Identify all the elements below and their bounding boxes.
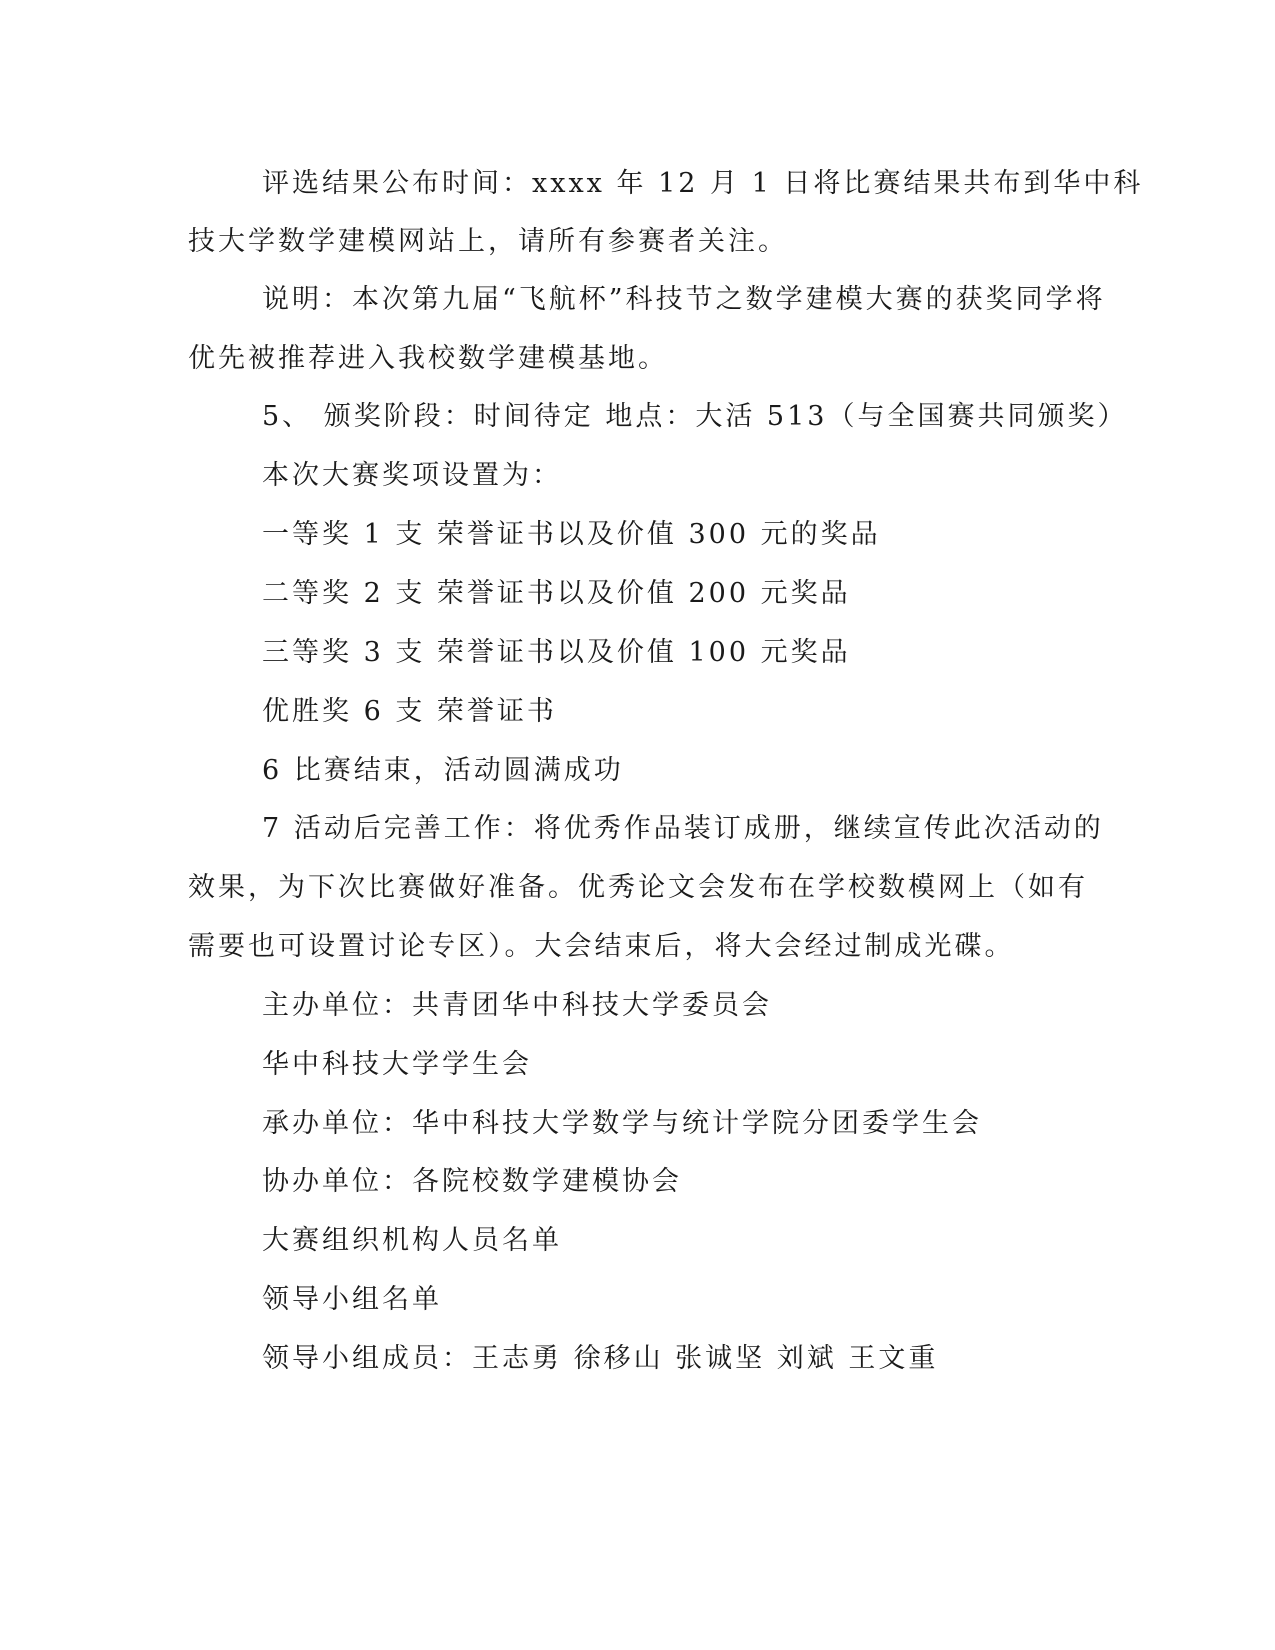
organization-list-heading: 大赛组织机构人员名单 [262,1225,562,1256]
note-line-2: 优先被推荐进入我校数学建模基地。 [188,343,668,374]
second-prize-line: 二等奖 2 支 荣誉证书以及价值 200 元奖品 [262,578,851,609]
competition-end-line: 6 比赛结束，活动圆满成功 [262,755,624,786]
leadership-group-heading: 领导小组名单 [262,1284,442,1315]
third-prize-line: 三等奖 3 支 荣誉证书以及价值 100 元奖品 [262,637,851,668]
post-activity-line-2: 效果，为下次比赛做好准备。优秀论文会发布在学校数模网上（如有 [188,872,1088,903]
first-prize-line: 一等奖 1 支 荣誉证书以及价值 300 元的奖品 [262,519,881,550]
student-union-line: 华中科技大学学生会 [262,1049,532,1080]
post-activity-line-3: 需要也可设置讨论专区）。大会结束后，将大会经过制成光碟。 [188,931,1015,962]
results-announcement-line-2: 技大学数学建模网站上，请所有参赛者关注。 [188,226,788,257]
merit-prize-line: 优胜奖 6 支 荣誉证书 [262,696,557,727]
undertaking-organizer-line: 承办单位：华中科技大学数学与统计学院分团委学生会 [262,1108,982,1139]
post-activity-line-1: 7 活动后完善工作：将优秀作品装订成册，继续宣传此次活动的 [262,813,1104,844]
leadership-members-line: 领导小组成员：王志勇 徐移山 张诚坚 刘斌 王文重 [262,1343,939,1374]
results-announcement-line-1: 评选结果公布时间：xxxx 年 12 月 1 日将比赛结果共布到华中科 [262,168,1144,199]
note-line-1: 说明：本次第九届“飞航杯”科技节之数学建模大赛的获奖同学将 [262,284,1106,315]
award-setup-heading: 本次大赛奖项设置为： [262,460,562,491]
award-stage-line: 5、 颁奖阶段：时间待定 地点：大活 513（与全国赛共同颁奖） [262,401,1128,432]
host-organizer-line: 主办单位：共青团华中科技大学委员会 [262,990,772,1021]
co-organizer-line: 协办单位：各院校数学建模协会 [262,1166,682,1197]
